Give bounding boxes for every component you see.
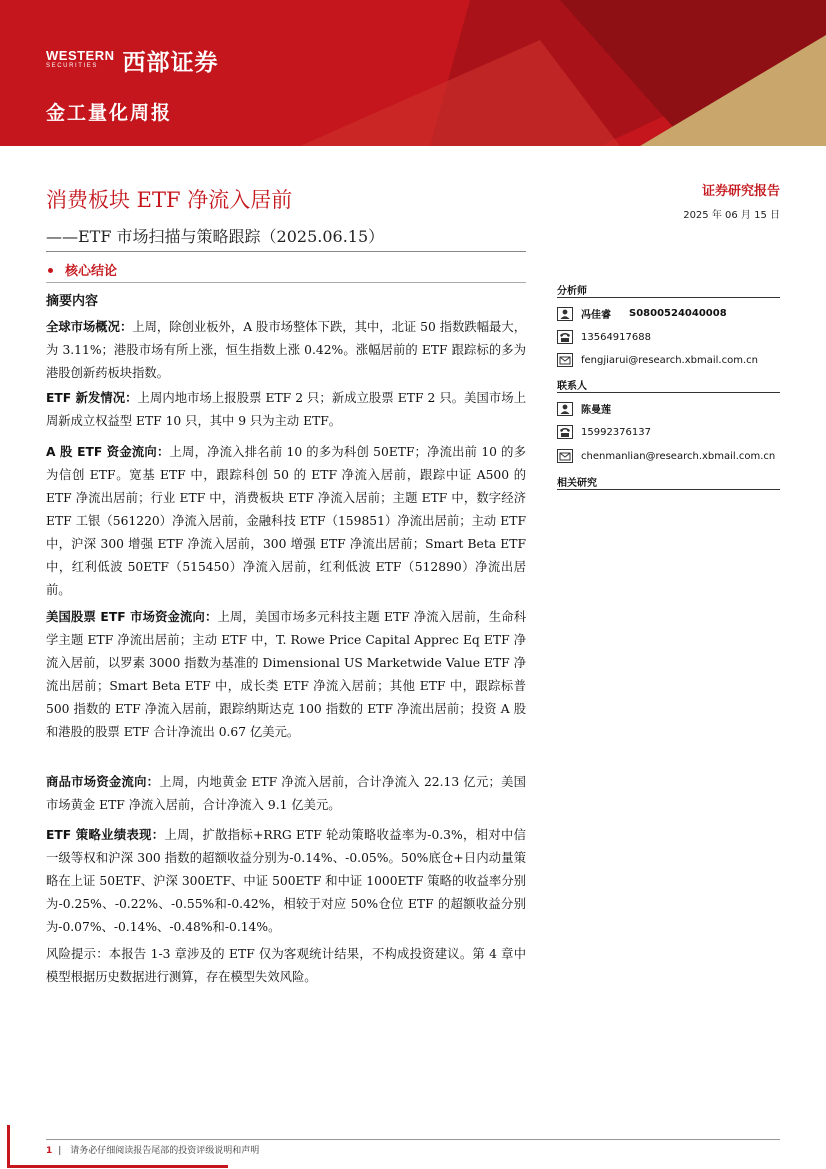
mail-icon (557, 449, 573, 463)
para-text: 上周，除创业板外，A 股市场整体下跌，其中，北证 50 指数跌幅最大，为 3.11%；港股市场有所上涨，恒生指数上涨 0.42%。涨幅居前的 ETF 跟踪标的多为港股创新药板块指数。 (46, 320, 526, 380)
report-subtitle: ——ETF 市场扫描与策略跟踪（2025.06.15） (46, 227, 385, 246)
para-text: 上周，美国市场多元科技主题 ETF 净流入居前，生命科学主题 ETF 净流出居前；主动 ETF 中，T. Rowe Price Capital Apprec Eq ETF 净流入居前，以罗素 3000 指数为基准的 Dimensional US Marketwide Value ETF 净流出居前；Smart Beta ETF 中，成长类 ETF 净流入居前；其他 ETF 中，跟踪标普 500 指数的 ETF 净流入居前，跟踪纳斯达克 100 指数的 ETF 净流出居前；投资 A 股和港股的股票 ETF 合计净流出 0.67 亿美元。 (46, 610, 526, 739)
person-icon (557, 402, 573, 416)
para-text: 上周，净流入排名前 10 的多为科创 50ETF；净流出前 10 的多为信创 ETF。宽基 ETF 中，跟踪科创 50 的 ETF 净流入居前，跟踪中证 A500 的 ETF 净流出居前；行业 ETF 中，消费板块 ETF 净流入居前；主题 ETF 中，数字经济 ETF 工银（561220）净流入居前，金融科技 ETF（159851）净流出居前；主动 ETF 中，沪深 300 增强 ETF 净流入居前，300 增强 ETF 净流出居前；Smart Beta ETF 中，红利低波 50ETF（515450）净流入居前，红利低波 ETF（512890）净流出居前。 (46, 445, 526, 597)
para-lead: A 股 ETF 资金流向： (46, 445, 170, 459)
analyst-phone-row (557, 330, 651, 344)
logo-en-sub: SECURITIES (46, 62, 99, 69)
page-number: 1 (46, 1146, 53, 1156)
para-lead: ETF 新发情况： (46, 391, 138, 405)
analyst-heading: 分析师 (557, 286, 587, 297)
report-title: 消费板块 ETF 净流入居前 (46, 188, 293, 212)
footer-bracket-decoration (7, 1125, 228, 1168)
para-text: 上周，内地黄金 ETF 净流入居前，合计净流入 22.13 亿元；美国市场黄金 ETF 净流入居前，合计净流入 9.1 亿美元。 (46, 775, 526, 812)
contact-rule (557, 392, 780, 393)
contact-phone-row (557, 425, 651, 439)
related-heading: 相关研究 (557, 478, 597, 489)
contact-email-row (557, 449, 775, 463)
paragraph-us-flow (46, 606, 526, 744)
footer-disclaimer: 请务必仔细阅读报告尾部的投资评级说明和声明 (70, 1146, 260, 1156)
analyst-name: 冯佳睿 (581, 310, 611, 321)
analyst-cert: S0800524040008 (629, 308, 727, 319)
paragraph-etf-new (46, 387, 526, 433)
phone-icon (557, 425, 573, 439)
core-conclusion-heading (46, 260, 117, 279)
contact-heading: 联系人 (557, 381, 587, 392)
paragraph-global-market (46, 316, 526, 385)
company-logo (46, 44, 219, 77)
para-text: 上周内地市场上报股票 ETF 2 只；新成立股票 ETF 2 只。美国市场上周新成立权益型 ETF 10 只，其中 9 只为主动 ETF。 (46, 391, 526, 428)
header-banner (0, 0, 826, 146)
footer-separator: | (58, 1146, 62, 1156)
logo-english (46, 47, 115, 72)
bullet-icon (48, 268, 53, 273)
logo-chinese: 西部证券 (122, 50, 219, 76)
contact-email[interactable]: chenmanlian@research.xbmail.com.cn (581, 450, 776, 462)
para-lead: 全球市场概况： (46, 320, 133, 334)
core-divider (46, 282, 526, 283)
contact-phone: 15992376137 (581, 426, 651, 438)
report-type: 证券研究报告 (701, 184, 780, 199)
paragraph-strategy (46, 824, 526, 939)
contact-name-row (557, 401, 611, 416)
analyst-rule (557, 297, 780, 298)
logo-en-text: WESTERN (46, 47, 115, 63)
paragraph-risk (46, 943, 526, 989)
para-lead: 商品市场资金流向： (46, 775, 160, 789)
paragraph-a-share-flow (46, 441, 526, 602)
title-divider (46, 251, 526, 252)
analyst-phone: 13564917688 (581, 331, 651, 343)
mail-icon (557, 353, 573, 367)
core-label: 核心结论 (65, 264, 118, 279)
summary-heading: 摘要内容 (46, 294, 99, 309)
analyst-name-row (557, 306, 727, 321)
analyst-email-row (557, 353, 758, 367)
para-text: 风险提示：本报告 1-3 章涉及的 ETF 仅为客观统计结果，不构成投资建议。第 4 章中模型根据历史数据进行测算，存在模型失效风险。 (46, 947, 526, 984)
para-lead: ETF 策略业绩表现： (46, 828, 165, 842)
analyst-email[interactable]: fengjiarui@research.xbmail.com.cn (581, 354, 758, 366)
report-date: 2025 年 06 月 15 日 (683, 210, 780, 221)
related-rule (557, 489, 780, 490)
para-text: 上周，扩散指标+RRG ETF 轮动策略收益率为-0.3%，相对中信一级等权和沪深 300 指数的超额收益分别为-0.14%、-0.05%。50%底仓+日内动量策略在上证 50ETF、沪深 300ETF、中证 500ETF 和中证 1000ETF 策略的收益率分别为-0.25%、-0.22%、-0.55%和-0.42%，相较于对应 50%仓位 ETF 的超额收益分别为-0.07%、-0.14%、-0.48%和-0.14%。 (46, 828, 526, 934)
phone-icon (557, 330, 573, 344)
person-icon (557, 307, 573, 321)
contact-name: 陈曼莲 (581, 405, 611, 416)
paragraph-commodity-flow (46, 771, 526, 817)
report-series: 金工量化周报 (46, 102, 173, 124)
para-lead: 美国股票 ETF 市场资金流向： (46, 610, 218, 624)
